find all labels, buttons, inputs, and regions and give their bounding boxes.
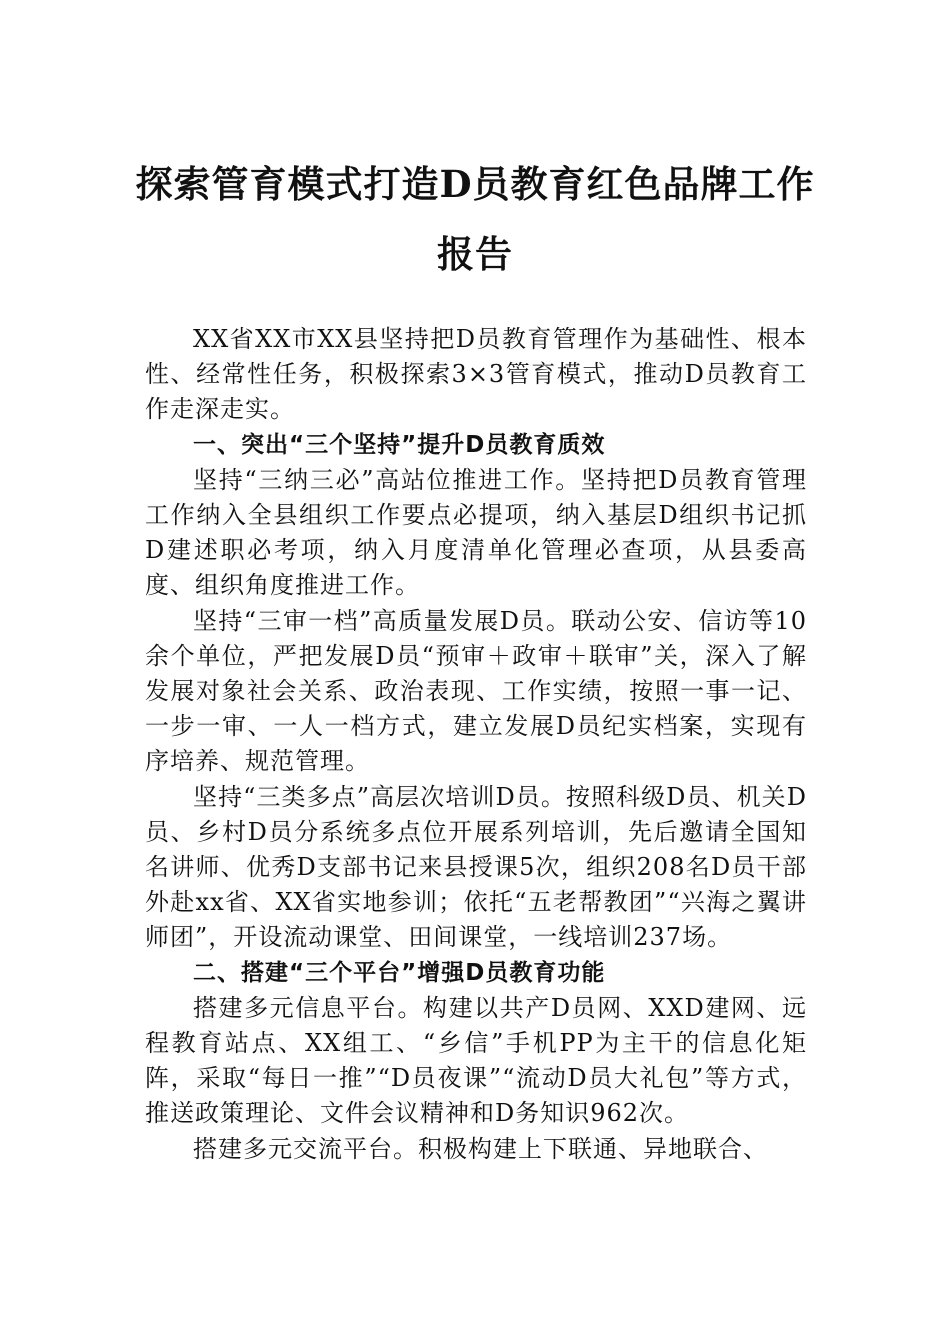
section-heading-1: 一、突出“三个坚持”提升D员教育质效 [193, 431, 606, 458]
document-title: 探索管育模式打造D员教育红色品牌工作 [135, 162, 815, 206]
body-paragraph: 坚持“三审一档”高质量发展D员。联动公安、信访等10余个单位，严把发展D员“预审＋政审＋联审”关，深入了解发展对象社会关系、政治表现、工作实绩，按照一事一记、一步一审、一人一档方式，建立发展D员纪实档案，实现有序培养、规范管理。 [145, 606, 807, 776]
body-paragraph: 搭建多元交流平台。积极构建上下联通、异地联合、 [193, 1134, 768, 1163]
body-paragraph: 坚持“三类多点”高层次培训D员。按照科级D员、机关D员、乡村D员分系统多点位开展系列培训，先后邀请全国知名讲师、优秀D支部书记来县授课5次，组织208名D员干部外赴xx省、XX省实地参训；依托“五老帮教团”“兴海之翼讲师团”，开设流动课堂、田间课堂，一线培训237场。 [145, 782, 807, 952]
intro-paragraph: XX省XX市XX县坚持把D员教育管理作为基础性、根本性、经常性任务，积极探索3×3管育模式，推动D员教育工作走深走实。 [145, 325, 807, 424]
body-paragraph: 坚持“三纳三必”高站位推进工作。坚持把D员教育管理工作纳入全县组织工作要点必提项，纳入基层D组织书记抓D建述职必考项，纳入月度清单化管理必查项，从县委高度、组织角度推进工作。 [145, 465, 807, 600]
document-body [145, 322, 807, 1167]
section-heading-2: 二、搭建“三个平台”增强D员教育功能 [193, 959, 606, 986]
body-paragraph: 搭建多元信息平台。构建以共产D员网、XXD建网、远程教育站点、XX组工、“乡信”手机PP为主干的信息化矩阵，采取“每日一推”“D员夜课”“流动D员大礼包”等方式，推送政策理论、文件会议精神和D务知识962次。 [145, 993, 807, 1128]
document-title-continuation: 报告 [437, 232, 513, 276]
